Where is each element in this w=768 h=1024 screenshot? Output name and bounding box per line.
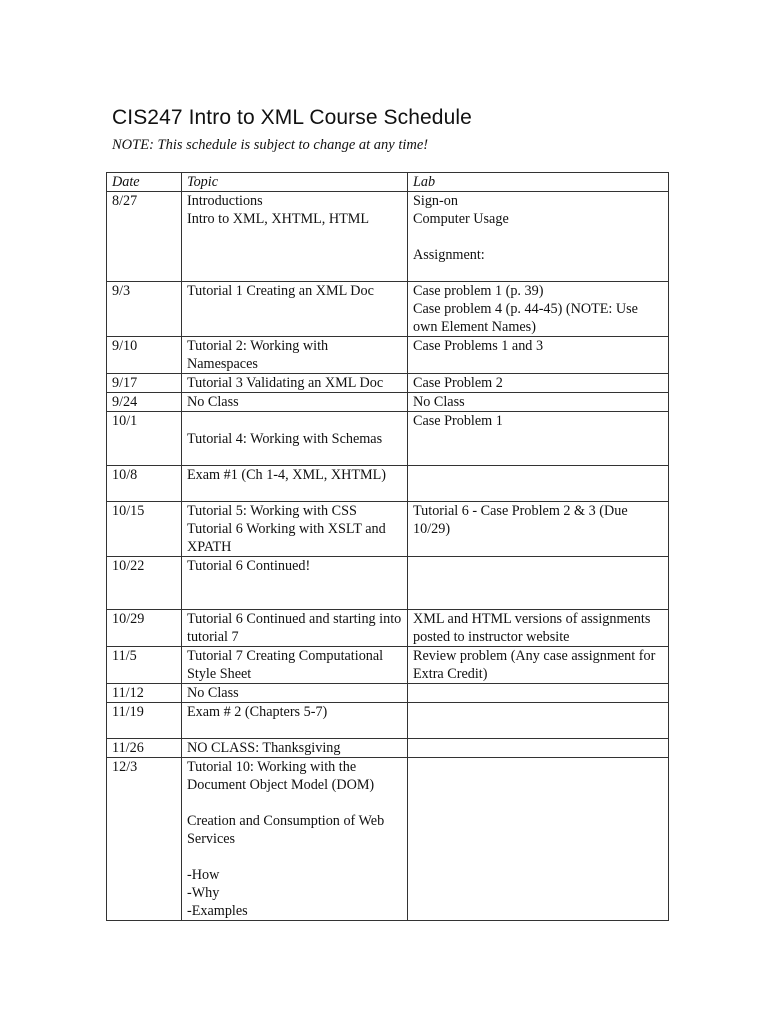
table-row	[107, 647, 669, 684]
cell-date: 12/3	[107, 758, 182, 921]
cell-lab: Tutorial 6 - Case Problem 2 & 3 (Due 10/29)	[408, 502, 669, 557]
header-lab: Lab	[408, 173, 669, 192]
table-row	[107, 282, 669, 337]
schedule-table	[106, 172, 669, 921]
cell-topic: Introductions Intro to XML, XHTML, HTML	[182, 192, 408, 282]
cell-topic: Tutorial 6 Continued and starting into tutorial 7	[182, 610, 408, 647]
cell-lab	[408, 684, 669, 703]
table-row	[107, 557, 669, 610]
cell-lab: Review problem (Any case assignment for Extra Credit)	[408, 647, 669, 684]
table-row	[107, 703, 669, 739]
cell-date: 8/27	[107, 192, 182, 282]
cell-topic: Exam #1 (Ch 1-4, XML, XHTML)	[182, 466, 408, 502]
cell-lab	[408, 758, 669, 921]
header-date: Date	[107, 173, 182, 192]
cell-lab	[408, 739, 669, 758]
table-row	[107, 739, 669, 758]
cell-topic: Tutorial 2: Working with Namespaces	[182, 337, 408, 374]
cell-topic: Tutorial 6 Continued!	[182, 557, 408, 610]
cell-topic: No Class	[182, 393, 408, 412]
table-row	[107, 374, 669, 393]
cell-date: 9/24	[107, 393, 182, 412]
cell-date: 9/10	[107, 337, 182, 374]
cell-date: 10/1	[107, 412, 182, 466]
table-row	[107, 337, 669, 374]
cell-lab	[408, 557, 669, 610]
cell-topic: No Class	[182, 684, 408, 703]
cell-lab: Case Problem 2	[408, 374, 669, 393]
cell-date: 10/29	[107, 610, 182, 647]
cell-lab	[408, 466, 669, 502]
cell-lab: No Class	[408, 393, 669, 412]
table-row	[107, 684, 669, 703]
page-title: CIS247 Intro to XML Course Schedule	[112, 106, 472, 129]
cell-lab: XML and HTML versions of assignments posted to instructor website	[408, 610, 669, 647]
cell-date: 9/17	[107, 374, 182, 393]
table-row	[107, 502, 669, 557]
cell-topic: Tutorial 4: Working with Schemas	[182, 412, 408, 466]
cell-topic: Tutorial 5: Working with CSS Tutorial 6 Working with XSLT and XPATH	[182, 502, 408, 557]
cell-topic: Tutorial 7 Creating Computational Style Sheet	[182, 647, 408, 684]
cell-date: 10/8	[107, 466, 182, 502]
table-row	[107, 192, 669, 282]
table-header-row	[107, 173, 669, 192]
table-row	[107, 758, 669, 921]
table-row	[107, 393, 669, 412]
cell-topic: Exam # 2 (Chapters 5-7)	[182, 703, 408, 739]
table-row	[107, 610, 669, 647]
cell-date: 11/26	[107, 739, 182, 758]
schedule-note: NOTE: This schedule is subject to change at any time!	[112, 137, 429, 153]
cell-date: 10/15	[107, 502, 182, 557]
table-row	[107, 412, 669, 466]
cell-topic: Tutorial 10: Working with the Document Object Model (DOM) Creation and Consumption of Web Services -How -Why -Examples	[182, 758, 408, 921]
cell-lab: Case Problems 1 and 3	[408, 337, 669, 374]
cell-lab: Sign-on Computer Usage Assignment:	[408, 192, 669, 282]
table-row	[107, 466, 669, 502]
cell-date: 11/19	[107, 703, 182, 739]
cell-lab: Case problem 1 (p. 39) Case problem 4 (p. 44-45) (NOTE: Use own Element Names)	[408, 282, 669, 337]
cell-topic: Tutorial 1 Creating an XML Doc	[182, 282, 408, 337]
cell-date: 11/5	[107, 647, 182, 684]
cell-date: 9/3	[107, 282, 182, 337]
cell-lab	[408, 703, 669, 739]
cell-lab: Case Problem 1	[408, 412, 669, 466]
cell-date: 11/12	[107, 684, 182, 703]
cell-date: 10/22	[107, 557, 182, 610]
header-topic: Topic	[182, 173, 408, 192]
cell-topic: Tutorial 3 Validating an XML Doc	[182, 374, 408, 393]
cell-topic: NO CLASS: Thanksgiving	[182, 739, 408, 758]
